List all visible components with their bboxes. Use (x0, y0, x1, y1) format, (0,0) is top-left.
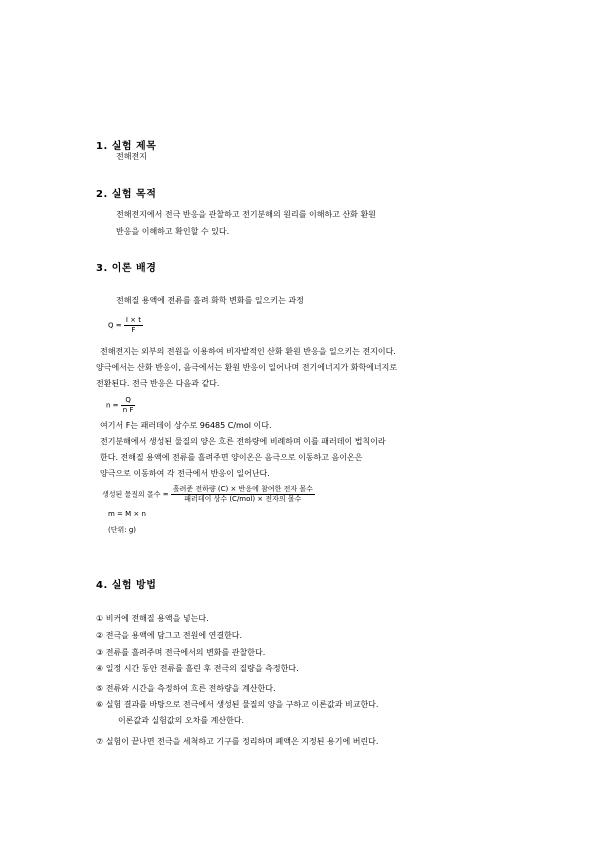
experiment-title: 전해전지 (116, 152, 147, 161)
procedure-step: ⑦ 실험이 끝나면 전극을 세척하고 기구를 정리하며 폐액은 지정된 용기에 버린다. (96, 737, 379, 746)
equation-moles (106, 396, 135, 415)
theory-paragraph-2-line-4: 양극으로 이동하여 각 전극에서 반응이 일어난다. (100, 469, 270, 478)
section-heading-title: 1. 실험 제목 (96, 141, 157, 152)
theory-paragraph-2-line-3: 한다. 전해질 용액에 전류를 흘려주면 양이온은 음극으로 이동하고 음이온은 (100, 453, 363, 462)
procedure-step: ② 전극을 용액에 담그고 전원에 연결한다. (96, 631, 243, 640)
equation-moles-denominator: n F (122, 406, 134, 414)
equation-charge-denominator: F (131, 326, 136, 334)
section-heading-purpose: 2. 실험 목적 (96, 189, 157, 200)
theory-intro: 전해질 용액에 전류를 흘려 화학 변화를 일으키는 과정 (116, 296, 304, 305)
section-heading-theory: 3. 이론 배경 (96, 263, 157, 274)
equation-charge-lhs: Q = (108, 321, 122, 330)
purpose-line-1: 전해전지에서 전극 반응을 관찰하고 전기분해의 원리를 이해하고 산화 환원 (116, 210, 376, 219)
equation-moles-lhs: n = (106, 401, 119, 410)
equation-produced-moles-lhs: 생성된 물질의 몰수 = (102, 490, 169, 499)
procedure-step-continuation: 이론값과 실험값의 오차를 계산한다. (118, 716, 245, 725)
equation-moles-fraction (121, 396, 136, 415)
procedure-step: ① 비커에 전해질 용액을 넣는다. (96, 614, 209, 623)
equation-moles-numerator: Q (121, 396, 136, 406)
equation-charge-fraction (124, 316, 143, 335)
equation-produced-moles-numerator: 흘려준 전하량 (C) × 반응에 참여한 전자 몰수 (172, 485, 313, 493)
theory-paragraph-1-line-1: 전해전지는 외부의 전원을 이용하여 비자발적인 산화 환원 반응을 일으키는 전지이다. (100, 347, 396, 356)
equation-charge-numerator: I × t (125, 316, 141, 324)
theory-paragraph-2-line-2: 전기분해에서 생성된 물질의 양은 흐른 전하량에 비례하며 이를 패러데이 법칙이라 (100, 437, 386, 446)
equation-produced-moles (102, 485, 315, 504)
theory-paragraph-2-line-1: 여기서 F는 패러데이 상수로 96485 C/mol 이다. (100, 421, 272, 430)
procedure-step: ⑤ 전류와 시간을 측정하여 흐른 전하량을 계산한다. (96, 684, 276, 693)
equation-produced-moles-denominator: 패러데이 상수 (C/mol) × 전자의 몰수 (184, 495, 302, 503)
procedure-step: ④ 일정 시간 동안 전류를 흘린 후 전극의 질량을 측정한다. (96, 664, 299, 673)
theory-paragraph-1-line-3: 전환된다. 전극 반응은 다음과 같다. (96, 379, 220, 388)
procedure-step: ③ 전류를 흘려주며 전극에서의 변화를 관찰한다. (96, 648, 266, 657)
procedure-step: ⑥ 실험 결과를 바탕으로 전극에서 생성된 물질의 양을 구하고 이론값과 비교한다. (96, 700, 379, 709)
purpose-line-2: 반응을 이해하고 확인할 수 있다. (116, 227, 230, 236)
equation-produced-moles-fraction (171, 485, 315, 504)
equation-charge (108, 316, 143, 335)
section-heading-procedure: 4. 실험 방법 (96, 580, 157, 591)
theory-paragraph-1-line-2: 양극에서는 산화 반응이, 음극에서는 환원 반응이 일어나며 전기에너지가 화학에너지로 (96, 363, 398, 372)
equation-unit-note: (단위: g) (108, 526, 137, 534)
equation-mass: m = M × n (108, 510, 146, 518)
